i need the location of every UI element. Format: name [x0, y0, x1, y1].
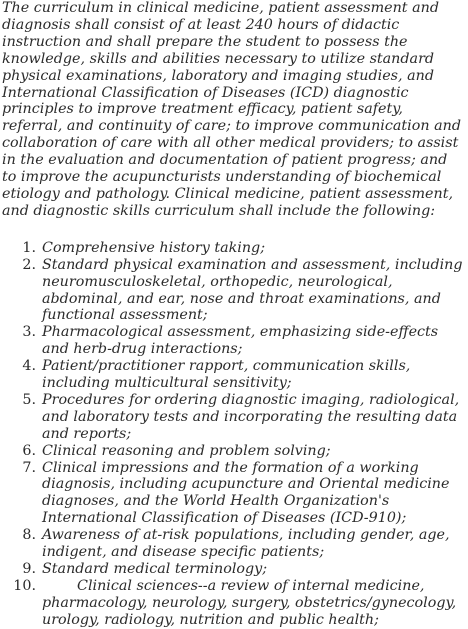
list-item-number: 6. [22, 442, 36, 459]
list-item-text: Clinical reasoning and problem solving; [42, 442, 331, 459]
document-body [2, 0, 464, 629]
list-item-text: Standard medical terminology; [42, 561, 268, 577]
list-item [2, 324, 464, 358]
list-item-number: 4. [22, 358, 36, 375]
list-item-text: Comprehensive history taking; [42, 239, 266, 256]
list-item [2, 257, 464, 325]
list-item [2, 240, 464, 257]
list-item [2, 392, 464, 443]
list-item-number: 9. [22, 561, 36, 577]
list-item [2, 358, 464, 392]
list-item-number: 2. [22, 256, 36, 273]
list-item [2, 527, 464, 561]
list-item [2, 561, 464, 578]
list-item-text: Clinical sciences--a review of internal medicine, pharmacology, neurology, surgery, obstetrics/gynecology, urology, radiology, nutrition and public health; [42, 577, 457, 628]
list-item [2, 578, 464, 629]
intro-paragraph: The curriculum in clinical medicine, patient assessment and diagnosis shall consist of at least 240 hours of didactic instruction and shall prepare the student to possess the knowledge, skills and abilities necessary to utilize standard physical examinations, laboratory and imaging studies, and International Classification of Diseases (ICD) diagnostic principles to improve treatment efficacy, patient safety, referral, and continuity of care; to improve communication and collaboration of care with all other medical providers; to assist in the evaluation and documentation of patient progress; and to improve the acupuncturists understanding of biochemical etiology and pathology. Clinical medicine, patient assessment, and diagnostic skills curriculum shall include the following: [2, 0, 461, 219]
list-item-text: Patient/practitioner rapport, communication skills, including multicultural sensitivity; [42, 358, 411, 392]
list-item-text: Standard physical examination and assessment, including neuromusculoskeletal, orthopedic, neurological, abdominal, and ear, nose and throat examinations, and functional assessment; [42, 256, 463, 324]
curriculum-list [2, 240, 464, 629]
list-item-text: Procedures for ordering diagnostic imaging, radiological, and laboratory tests and incorporating the resulting data and reports; [42, 391, 460, 442]
list-item-text: Awareness of at-risk populations, including gender, age, indigent, and disease specific patients; [42, 527, 450, 561]
list-item-text: Pharmacological assessment, emphasizing side-effects and herb-drug interactions; [42, 324, 439, 358]
list-item-text: Clinical impressions and the formation of a working diagnosis, including acupuncture and Oriental medicine diagnoses, and the World Health Organization's International Classification of Diseases (ICD-910); [42, 459, 450, 527]
list-item-number: 7. [22, 459, 36, 476]
list-item-number: 1. [22, 239, 36, 256]
list-item [2, 443, 464, 460]
list-item-number: 8. [22, 527, 36, 544]
list-item-number: 10. [13, 577, 36, 594]
list-item-number: 5. [22, 391, 36, 408]
list-item [2, 460, 464, 528]
list-item-number: 3. [22, 324, 36, 341]
